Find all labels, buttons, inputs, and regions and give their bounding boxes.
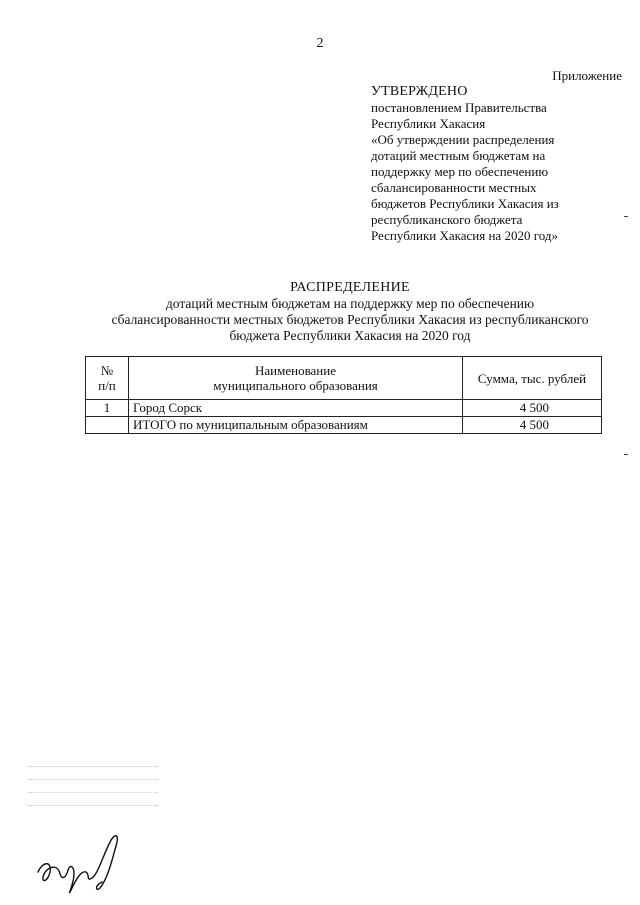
approval-block: [371, 84, 631, 244]
row-sum: 4 500: [463, 400, 602, 417]
stamp-line: [28, 792, 158, 799]
stamp-line: [28, 805, 158, 812]
faded-stamp: [28, 760, 158, 810]
approval-line: бюджетов Республики Хакасия из: [371, 196, 559, 211]
table-row: [86, 400, 602, 417]
distribution-table: [85, 356, 602, 434]
row-name: Город Сорск: [129, 400, 463, 417]
document-heading: [60, 280, 640, 344]
total-name: ИТОГО по муниципальным образованиям: [129, 417, 463, 434]
table-total-row: [86, 417, 602, 434]
row-number: 1: [86, 400, 129, 417]
header-number-symbol: №: [100, 363, 114, 378]
heading-line: дотаций местным бюджетам на поддержку мер по обеспечению: [165, 296, 535, 311]
page-number: 2: [316, 36, 324, 51]
header-name-line1: Наименование: [255, 363, 336, 378]
approval-line: постановлением Правительства: [371, 100, 547, 115]
approval-line: дотаций местным бюджетам на: [371, 148, 546, 163]
approval-title: УТВЕРЖДЕНО: [371, 84, 468, 99]
margin-mark: [624, 216, 628, 217]
heading-line: бюджета Республики Хакасия на 2020 год: [229, 328, 471, 343]
stamp-line: [28, 779, 158, 786]
handwritten-signature: [30, 822, 140, 902]
table-header-row: [86, 357, 602, 400]
approval-line: поддержку мер по обеспечению: [371, 164, 549, 179]
total-number: [86, 417, 129, 434]
stamp-line: [28, 766, 158, 773]
header-sum: Сумма, тыс. рублей: [463, 357, 602, 400]
approval-line: Республики Хакасия на 2020 год»: [371, 228, 558, 243]
appendix-label: Приложение: [552, 68, 622, 83]
approval-line: «Об утверждении распределения: [371, 132, 555, 147]
header-number-abbr: п/п: [98, 378, 116, 393]
approval-line: республиканского бюджета: [371, 212, 523, 227]
heading-line: сбалансированности местных бюджетов Республики Хакасия из республиканского: [111, 312, 589, 327]
header-number: [86, 357, 129, 400]
margin-mark: [624, 454, 628, 455]
document-title: РАСПРЕДЕЛЕНИЕ: [290, 280, 410, 295]
approval-line: Республики Хакасия: [371, 116, 486, 131]
total-sum: 4 500: [463, 417, 602, 434]
approval-line: сбалансированности местных: [371, 180, 537, 195]
header-name: [129, 357, 463, 400]
header-name-line2: муниципального образования: [213, 378, 378, 393]
